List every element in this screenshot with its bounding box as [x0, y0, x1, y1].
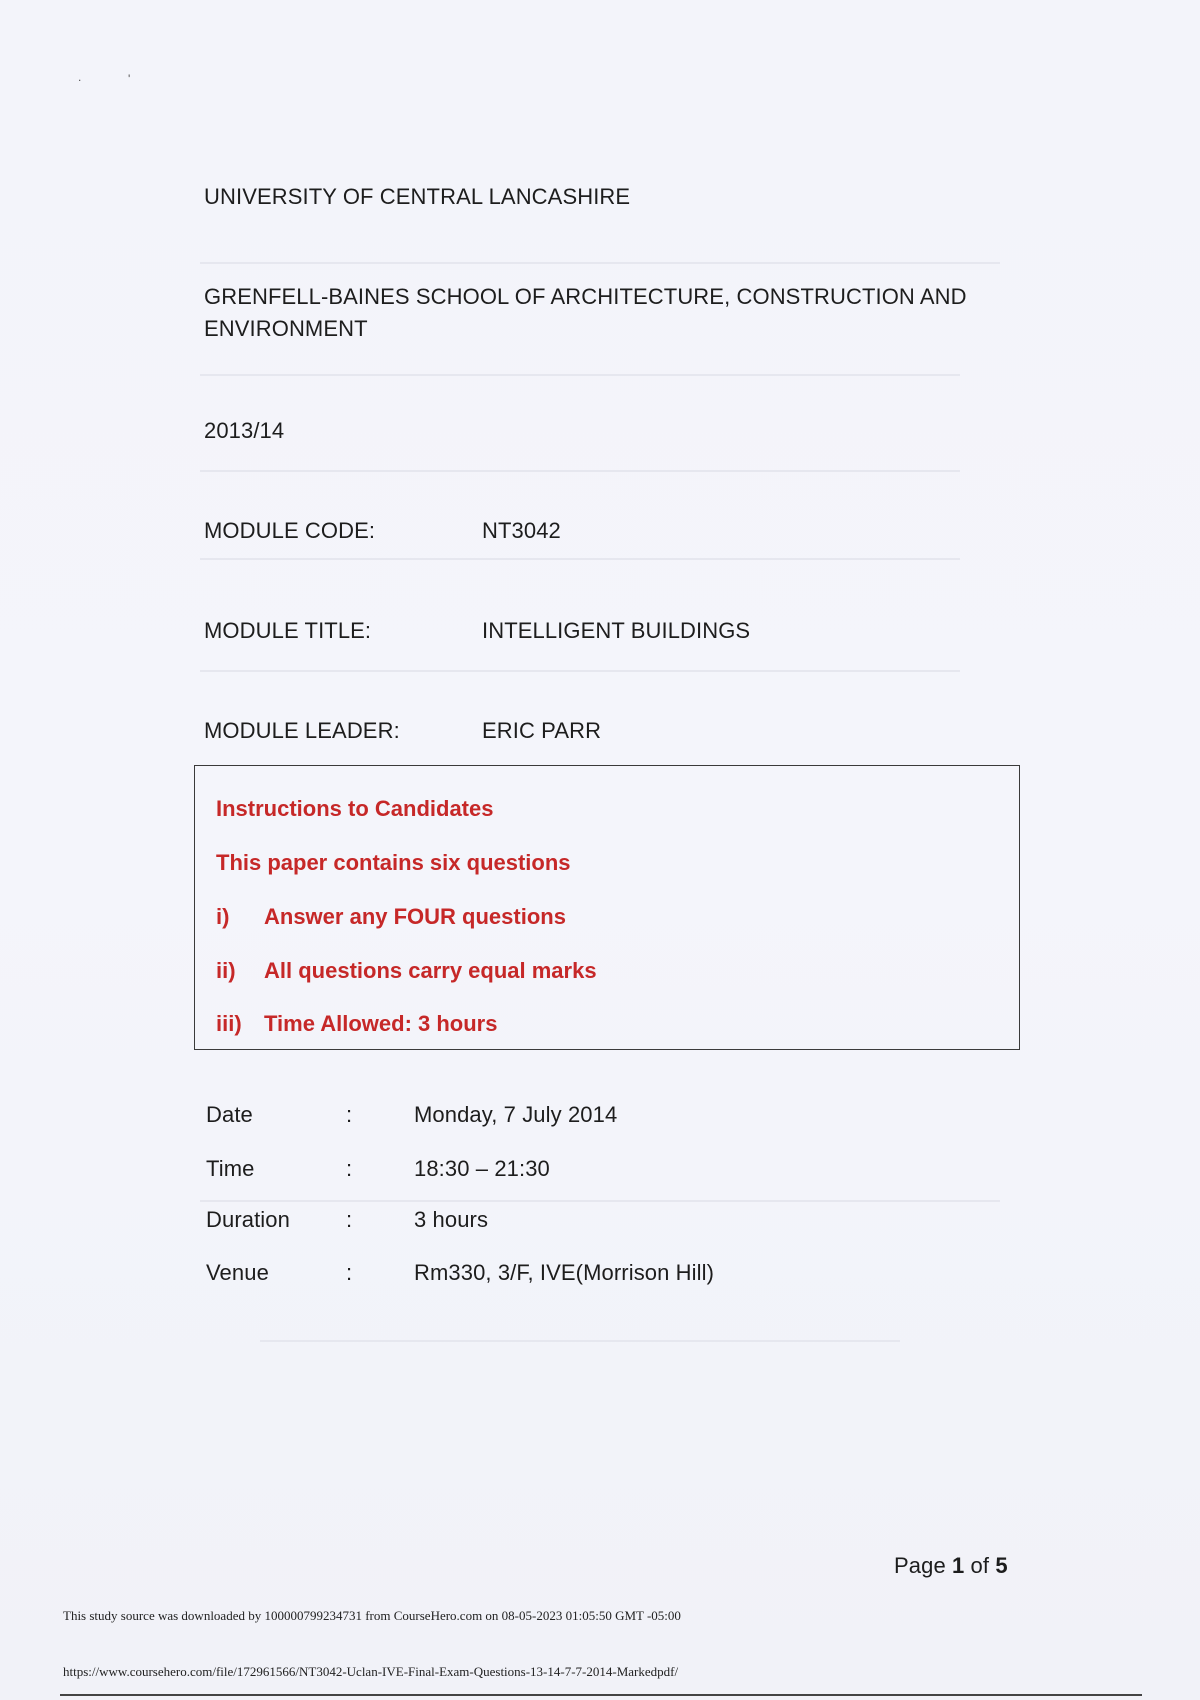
module-leader-label: MODULE LEADER:: [204, 718, 400, 743]
module-code-value: NT3042: [482, 518, 561, 543]
university-name: UNIVERSITY OF CENTRAL LANCASHIRE: [204, 184, 631, 209]
module-title-value: INTELLIGENT BUILDINGS: [482, 618, 751, 643]
instruction-number: i): [216, 904, 230, 929]
schedule-label: Date: [206, 1102, 253, 1127]
module-code-label: MODULE CODE:: [204, 518, 376, 543]
school-name-line2: ENVIRONMENT: [204, 316, 368, 341]
instruction-text: Answer any FOUR questions: [264, 904, 566, 929]
schedule-label: Time: [206, 1156, 255, 1181]
instruction-number: ii): [216, 958, 236, 983]
schedule-value-duration: 3 hours: [414, 1207, 489, 1232]
source-url[interactable]: https://www.coursehero.com/file/172961566/NT3042-Uclan-IVE-Final-Exam-Questions-13-14-7-7-2014-Markedpdf/: [63, 1664, 679, 1679]
scan-speck: ': [128, 72, 131, 86]
schedule-value-time: 18:30 – 21:30: [414, 1156, 550, 1181]
page-number: [894, 1553, 1008, 1579]
schedule-value-venue: Rm330, 3/F, IVE(Morrison Hill): [414, 1260, 715, 1285]
page-number-total: 5: [995, 1553, 1008, 1578]
schedule-label: Duration: [206, 1207, 290, 1232]
page-number-current: 1: [952, 1553, 965, 1578]
instructions-intro: This paper contains six questions: [216, 850, 571, 875]
page-number-middle: of: [964, 1553, 996, 1578]
schedule-separator: :: [346, 1102, 353, 1127]
instruction-text: All questions carry equal marks: [264, 958, 597, 983]
schedule-separator: :: [346, 1156, 353, 1181]
schedule-label: Venue: [206, 1260, 269, 1285]
download-note: This study source was downloaded by 100000799234731 from CourseHero.com on 08-05-2023 01:05:50 GMT -05:00: [63, 1608, 681, 1623]
footer-divider: [60, 1694, 1142, 1696]
instruction-text: Time Allowed: 3 hours: [264, 1011, 498, 1036]
schedule-value-date: Monday, 7 July 2014: [414, 1102, 618, 1127]
instructions-box: [194, 765, 1020, 1050]
module-title-label: MODULE TITLE:: [204, 618, 372, 643]
schedule-separator: :: [346, 1207, 353, 1232]
module-leader-value: ERIC PARR: [482, 718, 602, 743]
instruction-number: iii): [216, 1011, 242, 1036]
instructions-heading: Instructions to Candidates: [216, 796, 494, 821]
academic-year: 2013/14: [204, 418, 285, 443]
schedule-separator: :: [346, 1260, 353, 1285]
school-name-line1: GRENFELL-BAINES SCHOOL OF ARCHITECTURE, CONSTRUCTION AND: [204, 284, 967, 309]
page-number-prefix: Page: [894, 1553, 952, 1578]
scan-speck: .: [78, 70, 82, 84]
